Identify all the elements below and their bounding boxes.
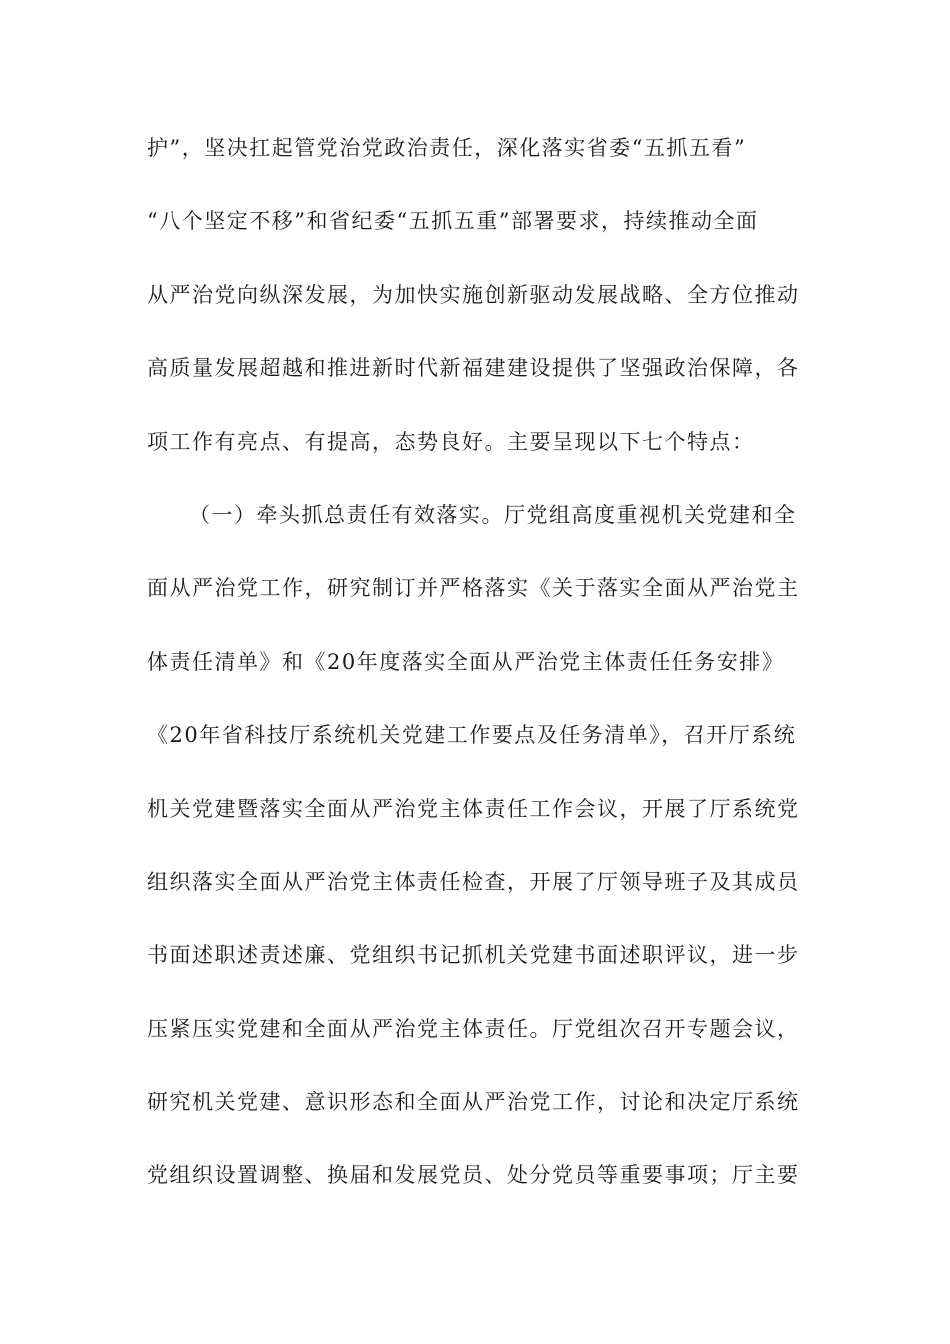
text-line: 项工作有亮点、有提高，态势良好。主要呈现以下七个特点： [147, 429, 755, 454]
text-line: 从严治党向纵深发展，为加快实施创新驱动发展战略、全方位推动 [147, 282, 800, 307]
text-line: 研究机关党建、意识形态和全面从严治党工作，讨论和决定厅系统 [147, 1090, 800, 1115]
text-line: 党组织设置调整、换届和发展党员、处分党员等重要事项；厅主要 [147, 1163, 800, 1188]
text-line: 机关党建暨落实全面从严治党主体责任工作会议，开展了厅系统党 [147, 796, 800, 821]
text-line: 体责任清单》和《20年度落实全面从严治党主体责任任务安排》 [147, 649, 785, 674]
text-line: 高质量发展超越和推进新时代新福建建设提供了坚强政治保障，各 [147, 356, 800, 381]
body-text [147, 126, 807, 1227]
text-line: “八个坚定不移”和省纪委“五抓五重”部署要求，持续推动全面 [147, 209, 759, 234]
text-line: 书面述职述责述廉、党组织书记抓机关党建书面述职评议，进一步 [147, 943, 800, 968]
text-line: 组织落实全面从严治党主体责任检查，开展了厅领导班子及其成员 [147, 869, 800, 894]
text-line: 面从严治党工作，研究制订并严格落实《关于落实全面从严治党主 [147, 576, 800, 601]
text-line: 《20年省科技厅系统机关党建工作要点及任务清单》，召开厅系统 [147, 723, 797, 748]
text-line: 压紧压实党建和全面从严治党主体责任。厅党组次召开专题会议， [147, 1016, 800, 1041]
text-line: 护”，坚决扛起管党治党政治责任，深化落实省委“五抓五看” [147, 136, 747, 160]
section-heading-line: （一）牵头抓总责任有效落实。厅党组高度重视机关党建和全 [189, 502, 797, 527]
